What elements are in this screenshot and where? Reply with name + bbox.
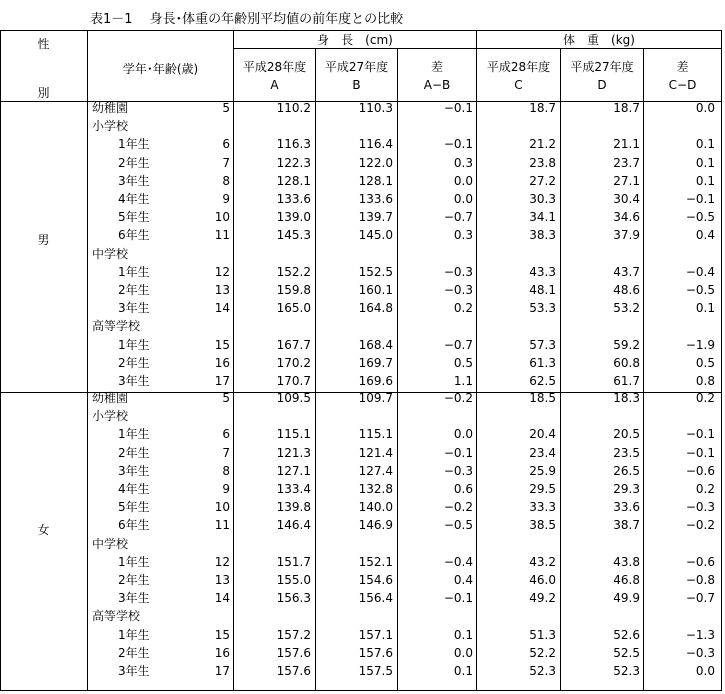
height-2016-cell: 167.7 [276, 337, 311, 352]
height-diff-cell: 0.0 [453, 173, 473, 188]
height-2016-cell: 115.1 [276, 427, 311, 442]
sex-header-bottom: 別 [37, 86, 50, 100]
weight-2015-cell: 26.5 [613, 463, 640, 478]
grade-age-header: 学年･年齢(歳) [122, 62, 199, 76]
height-diff-cell: 0.4 [453, 573, 473, 587]
school-group-label: 中学校 [92, 246, 129, 261]
height-2015-cell: 152.1 [358, 554, 393, 569]
weight-diff-cell: −0.6 [685, 463, 715, 478]
row-label: 2年生 [118, 355, 150, 370]
weight-diff-cell: 0.2 [695, 391, 715, 405]
weight-diff-cell: −0.5 [685, 210, 715, 225]
row-label: 1年生 [118, 337, 150, 352]
weight-2015-cell: 30.4 [613, 192, 640, 206]
row-label: 2年生 [118, 155, 150, 170]
weight-diff-cell: −0.7 [685, 591, 715, 606]
height-2015-cell: 115.1 [358, 427, 393, 442]
weight-diff-cell: −1.9 [685, 337, 715, 352]
weight-2015-cell: 29.3 [613, 482, 640, 496]
age-cell: 13 [214, 573, 230, 587]
age-cell: 9 [222, 482, 230, 496]
height-2015-cell: 156.4 [358, 591, 393, 606]
weight-2016-cell: 53.3 [529, 301, 556, 316]
height-2015-cell: 127.4 [358, 463, 393, 478]
height-diff-cell: −0.3 [443, 463, 473, 478]
height-2016-cell: 145.3 [276, 228, 311, 243]
weight-2016-cell: 30.3 [529, 192, 556, 206]
weight-2016-cell: 21.2 [529, 137, 556, 152]
sex-label: 男 [37, 233, 50, 247]
age-cell: 8 [222, 463, 230, 478]
school-group-label: 小学校 [92, 409, 129, 424]
height-2016-cell: 152.2 [276, 264, 311, 279]
height-diff-cell: 0.0 [453, 192, 473, 206]
height-2016-cell: 127.1 [276, 463, 311, 478]
height-2016-cell: 156.3 [276, 591, 311, 606]
height-diff-cell: 0.0 [453, 427, 473, 442]
weight-group-header: 体 重 (kg) [563, 33, 635, 47]
weight-diff-cell: −0.1 [685, 192, 715, 206]
row-label: 6年生 [118, 228, 150, 243]
weight-2015-cell: 23.7 [613, 155, 640, 170]
weight-2016-cell: 48.1 [529, 283, 556, 297]
weight-previous-sub: D [597, 78, 607, 92]
age-cell: 16 [214, 355, 230, 370]
weight-2015-cell: 18.7 [613, 101, 640, 115]
row-label: 1年生 [118, 137, 150, 152]
weight-2015-cell: 49.9 [613, 591, 640, 606]
row-label: 1年生 [118, 427, 150, 442]
height-2016-cell: 165.0 [276, 301, 311, 316]
weight-2016-cell: 23.4 [529, 445, 556, 460]
weight-2015-cell: 21.1 [613, 137, 640, 152]
height-2016-cell: 157.6 [276, 664, 311, 678]
age-cell: 15 [214, 627, 230, 642]
weight-previous-header: 平成27年度 [570, 60, 634, 74]
weight-2016-cell: 25.9 [529, 463, 556, 478]
height-2016-cell: 170.2 [276, 355, 311, 370]
weight-2016-cell: 52.3 [529, 664, 556, 678]
weight-2016-cell: 46.0 [529, 573, 556, 587]
weight-2016-cell: 61.3 [529, 355, 556, 370]
height-2016-cell: 116.3 [276, 137, 311, 152]
weight-diff-cell: 0.4 [695, 228, 715, 243]
weight-2016-cell: 62.5 [529, 374, 556, 388]
weight-diff-cell: −0.1 [685, 427, 715, 442]
age-cell: 15 [214, 337, 230, 352]
weight-2016-cell: 23.8 [529, 155, 556, 170]
sex-label: 女 [37, 523, 50, 537]
height-diff-cell: 0.2 [453, 301, 473, 316]
weight-2015-cell: 23.5 [613, 445, 640, 460]
row-label: 1年生 [118, 554, 150, 569]
weight-diff-cell: −0.1 [685, 445, 715, 460]
weight-diff-cell: 0.0 [695, 101, 715, 115]
age-cell: 6 [222, 137, 230, 152]
weight-2015-cell: 60.8 [613, 355, 640, 370]
height-2015-cell: 169.6 [358, 374, 393, 388]
weight-diff-sub: C−D [668, 78, 697, 92]
weight-2016-cell: 34.1 [529, 210, 556, 225]
age-cell: 5 [222, 101, 230, 115]
height-2016-cell: 133.6 [276, 192, 311, 206]
height-2016-cell: 155.0 [276, 573, 311, 587]
weight-diff-header: 差 [676, 60, 689, 74]
age-cell: 12 [214, 554, 230, 569]
height-2015-cell: 160.1 [358, 283, 393, 297]
height-2015-cell: 168.4 [358, 337, 393, 352]
weight-2015-cell: 52.5 [613, 645, 640, 660]
school-group-label: 小学校 [92, 119, 129, 134]
weight-diff-cell: 0.0 [695, 664, 715, 678]
weight-2015-cell: 48.6 [613, 283, 640, 297]
height-previous-sub: B [352, 78, 361, 92]
row-label: 3年生 [118, 664, 150, 678]
height-2016-cell: 121.3 [276, 445, 311, 460]
height-diff-cell: −0.5 [443, 518, 473, 533]
school-group-label: 高等学校 [92, 609, 141, 624]
height-current-header: 平成28年度 [242, 60, 307, 74]
height-2016-cell: 170.7 [276, 374, 311, 388]
height-2016-cell: 109.5 [276, 391, 311, 405]
height-diff-cell: 0.1 [453, 627, 473, 642]
age-cell: 13 [214, 283, 230, 297]
weight-diff-cell: −0.8 [685, 573, 715, 587]
age-cell: 7 [222, 155, 230, 170]
row-label: 1年生 [118, 627, 150, 642]
row-label: 4年生 [118, 192, 150, 206]
height-diff-cell: 0.6 [453, 482, 473, 496]
weight-diff-cell: 0.1 [695, 173, 715, 188]
age-cell: 9 [222, 192, 230, 206]
height-2015-cell: 145.0 [358, 228, 393, 243]
height-2016-cell: 139.8 [276, 500, 311, 515]
weight-diff-cell: −0.3 [685, 645, 715, 660]
age-cell: 14 [214, 591, 230, 606]
weight-diff-cell: 0.1 [695, 301, 715, 316]
height-diff-cell: 0.3 [453, 155, 473, 170]
weight-diff-cell: 0.1 [695, 137, 715, 152]
weight-2015-cell: 38.7 [613, 518, 640, 533]
row-label: 5年生 [118, 210, 150, 225]
weight-2015-cell: 43.7 [613, 264, 640, 279]
height-2015-cell: 157.5 [358, 664, 393, 678]
height-2015-cell: 128.1 [358, 173, 393, 188]
weight-2015-cell: 46.8 [613, 573, 640, 587]
weight-2015-cell: 33.6 [613, 500, 640, 515]
height-2015-cell: 110.3 [358, 101, 393, 115]
school-group-label: 高等学校 [92, 319, 141, 334]
height-previous-header: 平成27年度 [324, 60, 389, 74]
height-diff-cell: 0.1 [453, 664, 473, 678]
height-2016-cell: 133.4 [276, 482, 311, 496]
height-2015-cell: 109.7 [358, 391, 393, 405]
height-diff-cell: 0.5 [453, 355, 473, 370]
height-current-sub: A [270, 78, 279, 92]
age-cell: 11 [214, 228, 230, 243]
weight-2015-cell: 52.6 [613, 627, 640, 642]
age-cell: 17 [214, 374, 230, 388]
weight-2016-cell: 43.2 [529, 554, 556, 569]
weight-diff-cell: 0.2 [695, 482, 715, 496]
height-2015-cell: 152.5 [358, 264, 393, 279]
weight-diff-cell: −0.3 [685, 500, 715, 515]
row-label: 3年生 [118, 301, 150, 316]
weight-2015-cell: 53.2 [613, 301, 640, 316]
weight-2016-cell: 33.3 [529, 500, 556, 515]
height-diff-cell: −0.2 [443, 500, 473, 515]
height-2015-cell: 169.7 [358, 355, 393, 370]
weight-2016-cell: 18.5 [529, 391, 556, 405]
height-diff-cell: −0.3 [443, 283, 473, 297]
height-2016-cell: 122.3 [276, 155, 311, 170]
height-diff-cell: −0.7 [443, 210, 473, 225]
weight-2016-cell: 38.5 [529, 518, 556, 533]
weight-2016-cell: 52.2 [529, 645, 556, 660]
age-cell: 7 [222, 445, 230, 460]
height-2016-cell: 157.2 [276, 627, 311, 642]
weight-diff-cell: 0.8 [695, 374, 715, 388]
weight-2016-cell: 43.3 [529, 264, 556, 279]
height-group-header: 身 長 (cm) [317, 33, 393, 47]
weight-2015-cell: 20.5 [613, 427, 640, 442]
row-label: 幼稚園 [92, 101, 129, 115]
weight-2015-cell: 59.2 [613, 337, 640, 352]
height-diff-cell: 0.0 [453, 645, 473, 660]
height-2015-cell: 154.6 [358, 573, 393, 587]
weight-2015-cell: 27.1 [613, 173, 640, 188]
weight-2015-cell: 61.7 [613, 374, 640, 388]
height-diff-cell: 1.1 [453, 374, 473, 388]
height-diff-cell: 0.3 [453, 228, 473, 243]
height-2015-cell: 132.8 [358, 482, 393, 496]
age-cell: 6 [222, 427, 230, 442]
height-2015-cell: 139.7 [358, 210, 393, 225]
row-label: 3年生 [118, 591, 150, 606]
weight-2015-cell: 34.6 [613, 210, 640, 225]
row-label: 2年生 [118, 645, 150, 660]
age-cell: 10 [214, 210, 230, 225]
school-group-label: 中学校 [92, 536, 129, 551]
height-2015-cell: 164.8 [358, 301, 393, 316]
weight-2015-cell: 18.3 [613, 391, 640, 405]
row-label: 2年生 [118, 445, 150, 460]
height-diff-cell: −0.7 [443, 337, 473, 352]
row-label: 3年生 [118, 374, 150, 388]
weight-2015-cell: 43.8 [613, 554, 640, 569]
height-2016-cell: 110.2 [276, 101, 311, 115]
height-2015-cell: 157.6 [358, 645, 393, 660]
height-2015-cell: 133.6 [358, 192, 393, 206]
row-label: 3年生 [118, 463, 150, 478]
weight-2016-cell: 20.4 [529, 427, 556, 442]
height-diff-header: 差 [430, 60, 443, 74]
height-2016-cell: 146.4 [276, 518, 311, 533]
row-label: 1年生 [118, 264, 150, 279]
table-title: 表1－1 身長･体重の年齢別平均値の前年度との比較 [90, 12, 404, 27]
height-2016-cell: 157.6 [276, 645, 311, 660]
weight-2016-cell: 51.3 [529, 627, 556, 642]
weight-2016-cell: 38.3 [529, 228, 556, 243]
sex-header-top: 性 [37, 37, 50, 51]
height-diff-cell: −0.4 [443, 554, 473, 569]
row-label: 4年生 [118, 482, 150, 496]
height-diff-cell: −0.1 [443, 101, 473, 115]
height-diff-sub: A−B [423, 78, 451, 92]
age-cell: 11 [214, 518, 230, 533]
weight-2016-cell: 49.2 [529, 591, 556, 606]
age-cell: 12 [214, 264, 230, 279]
height-2016-cell: 139.0 [276, 210, 311, 225]
weight-2016-cell: 27.2 [529, 173, 556, 188]
age-cell: 10 [214, 500, 230, 515]
height-diff-cell: −0.1 [443, 591, 473, 606]
weight-2016-cell: 57.3 [529, 337, 556, 352]
age-cell: 17 [214, 664, 230, 678]
height-diff-cell: −0.1 [443, 137, 473, 152]
weight-2016-cell: 18.7 [529, 101, 556, 115]
weight-diff-cell: 0.5 [695, 355, 715, 370]
height-diff-cell: −0.1 [443, 445, 473, 460]
height-2015-cell: 122.0 [358, 155, 393, 170]
height-2016-cell: 128.1 [276, 173, 311, 188]
age-cell: 8 [222, 173, 230, 188]
height-2016-cell: 151.7 [276, 554, 311, 569]
weight-diff-cell: −0.6 [685, 554, 715, 569]
row-label: 6年生 [118, 518, 150, 533]
row-label: 3年生 [118, 173, 150, 188]
height-2015-cell: 146.9 [358, 518, 393, 533]
row-label: 2年生 [118, 573, 150, 587]
height-2015-cell: 157.1 [358, 627, 393, 642]
weight-2015-cell: 37.9 [613, 228, 640, 243]
weight-current-header: 平成28年度 [486, 60, 551, 74]
height-2015-cell: 121.4 [358, 445, 393, 460]
weight-diff-cell: −1.3 [685, 627, 715, 642]
height-2016-cell: 159.8 [276, 283, 311, 297]
weight-diff-cell: −0.2 [685, 518, 715, 533]
row-label: 5年生 [118, 500, 150, 515]
height-diff-cell: −0.2 [443, 391, 473, 405]
age-cell: 16 [214, 645, 230, 660]
weight-diff-cell: −0.4 [685, 264, 715, 279]
height-2015-cell: 116.4 [358, 137, 393, 152]
age-cell: 14 [214, 301, 230, 316]
row-label: 幼稚園 [92, 391, 129, 405]
age-cell: 5 [222, 391, 230, 405]
weight-current-sub: C [514, 78, 523, 92]
weight-2015-cell: 52.3 [613, 664, 640, 678]
weight-diff-cell: −0.5 [685, 283, 715, 297]
weight-diff-cell: 0.1 [695, 155, 715, 170]
height-diff-cell: −0.3 [443, 264, 473, 279]
row-label: 2年生 [118, 283, 150, 297]
weight-2016-cell: 29.5 [529, 482, 556, 496]
height-2015-cell: 140.0 [358, 500, 393, 515]
